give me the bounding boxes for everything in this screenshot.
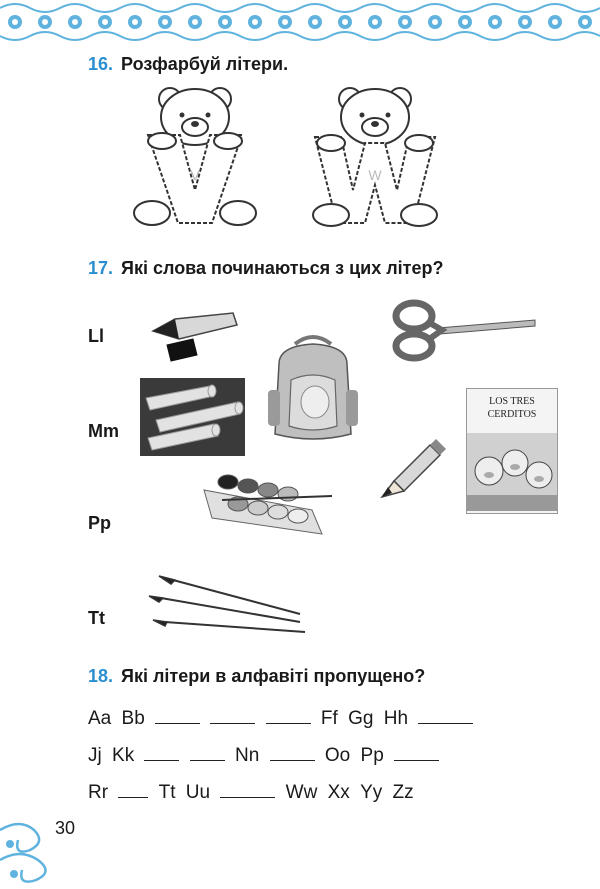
pencil-image — [378, 435, 446, 500]
letter-pair: Xx — [327, 782, 350, 803]
three-pigs-illustration — [467, 433, 557, 511]
task-18-heading — [88, 666, 425, 687]
letter-pair: Nn — [235, 745, 260, 766]
label-ll: Ll — [88, 326, 104, 346]
letter-pair: Hh — [383, 708, 409, 729]
highlighter-image — [145, 305, 240, 365]
answer-blank[interactable] — [270, 742, 315, 761]
task-17-heading — [88, 258, 444, 279]
letter-pair: Pp — [360, 745, 384, 766]
alphabet-line-2 — [88, 742, 444, 767]
answer-blank[interactable] — [210, 705, 255, 724]
letter-pair: Gg — [348, 708, 374, 729]
task-18-title: Які літери в алфавіті пропущено? — [121, 666, 426, 686]
letter-pair: Jj — [88, 745, 102, 766]
letter-pair: Bb — [121, 708, 145, 729]
letter-v: V — [190, 167, 200, 183]
scissors-image — [390, 298, 540, 363]
letter-pair: Aa — [88, 708, 112, 729]
letter-pair: Yy — [360, 782, 383, 803]
alphabet-line-1 — [88, 705, 478, 730]
label-mm: Mm — [88, 421, 119, 441]
letter-pair: Uu — [185, 782, 211, 803]
book-title-line2: CERDITOS — [487, 409, 537, 420]
letter-pair: Rr — [88, 782, 109, 803]
answer-blank[interactable] — [144, 742, 179, 761]
task-16-title: Розфарбуй літери. — [121, 54, 289, 74]
answer-blank[interactable] — [394, 742, 439, 761]
letter-w: W — [368, 167, 382, 183]
label-pp: Pp — [88, 513, 112, 533]
label-tt: Tt — [88, 608, 105, 628]
corner-ornament — [0, 800, 70, 889]
bear-letter-v-coloring — [130, 85, 260, 230]
backpack-image — [265, 330, 360, 445]
letter-pair: Zz — [392, 782, 414, 803]
answer-blank[interactable] — [155, 705, 200, 724]
answer-blank[interactable] — [190, 742, 225, 761]
paint-palette-image — [192, 470, 337, 550]
letter-pair: Oo — [324, 745, 351, 766]
answer-blank[interactable] — [118, 779, 148, 798]
book-title-line1: LOS TRES — [489, 396, 535, 407]
letter-pair: Ww — [285, 782, 318, 803]
task-17-number: 17. — [88, 258, 114, 278]
top-ornament-border — [0, 0, 600, 46]
answer-blank[interactable] — [266, 705, 311, 724]
chalk-image — [140, 378, 245, 456]
letter-pair: Ff — [320, 708, 338, 729]
book-cover-image — [466, 388, 558, 514]
letter-pair: Tt — [158, 782, 176, 803]
answer-blank[interactable] — [220, 779, 275, 798]
answer-blank[interactable] — [418, 705, 473, 724]
letter-pair: Kk — [112, 745, 135, 766]
task-17-title: Які слова починаються з цих літер? — [121, 258, 444, 278]
page-number: 30 — [55, 818, 76, 838]
task-16-number: 16. — [88, 54, 114, 74]
alphabet-line-3 — [88, 779, 419, 804]
task-18-number: 18. — [88, 666, 114, 686]
bear-letter-w-coloring — [305, 85, 445, 230]
task-16-heading — [88, 54, 288, 75]
paint-brushes-image — [145, 570, 310, 640]
